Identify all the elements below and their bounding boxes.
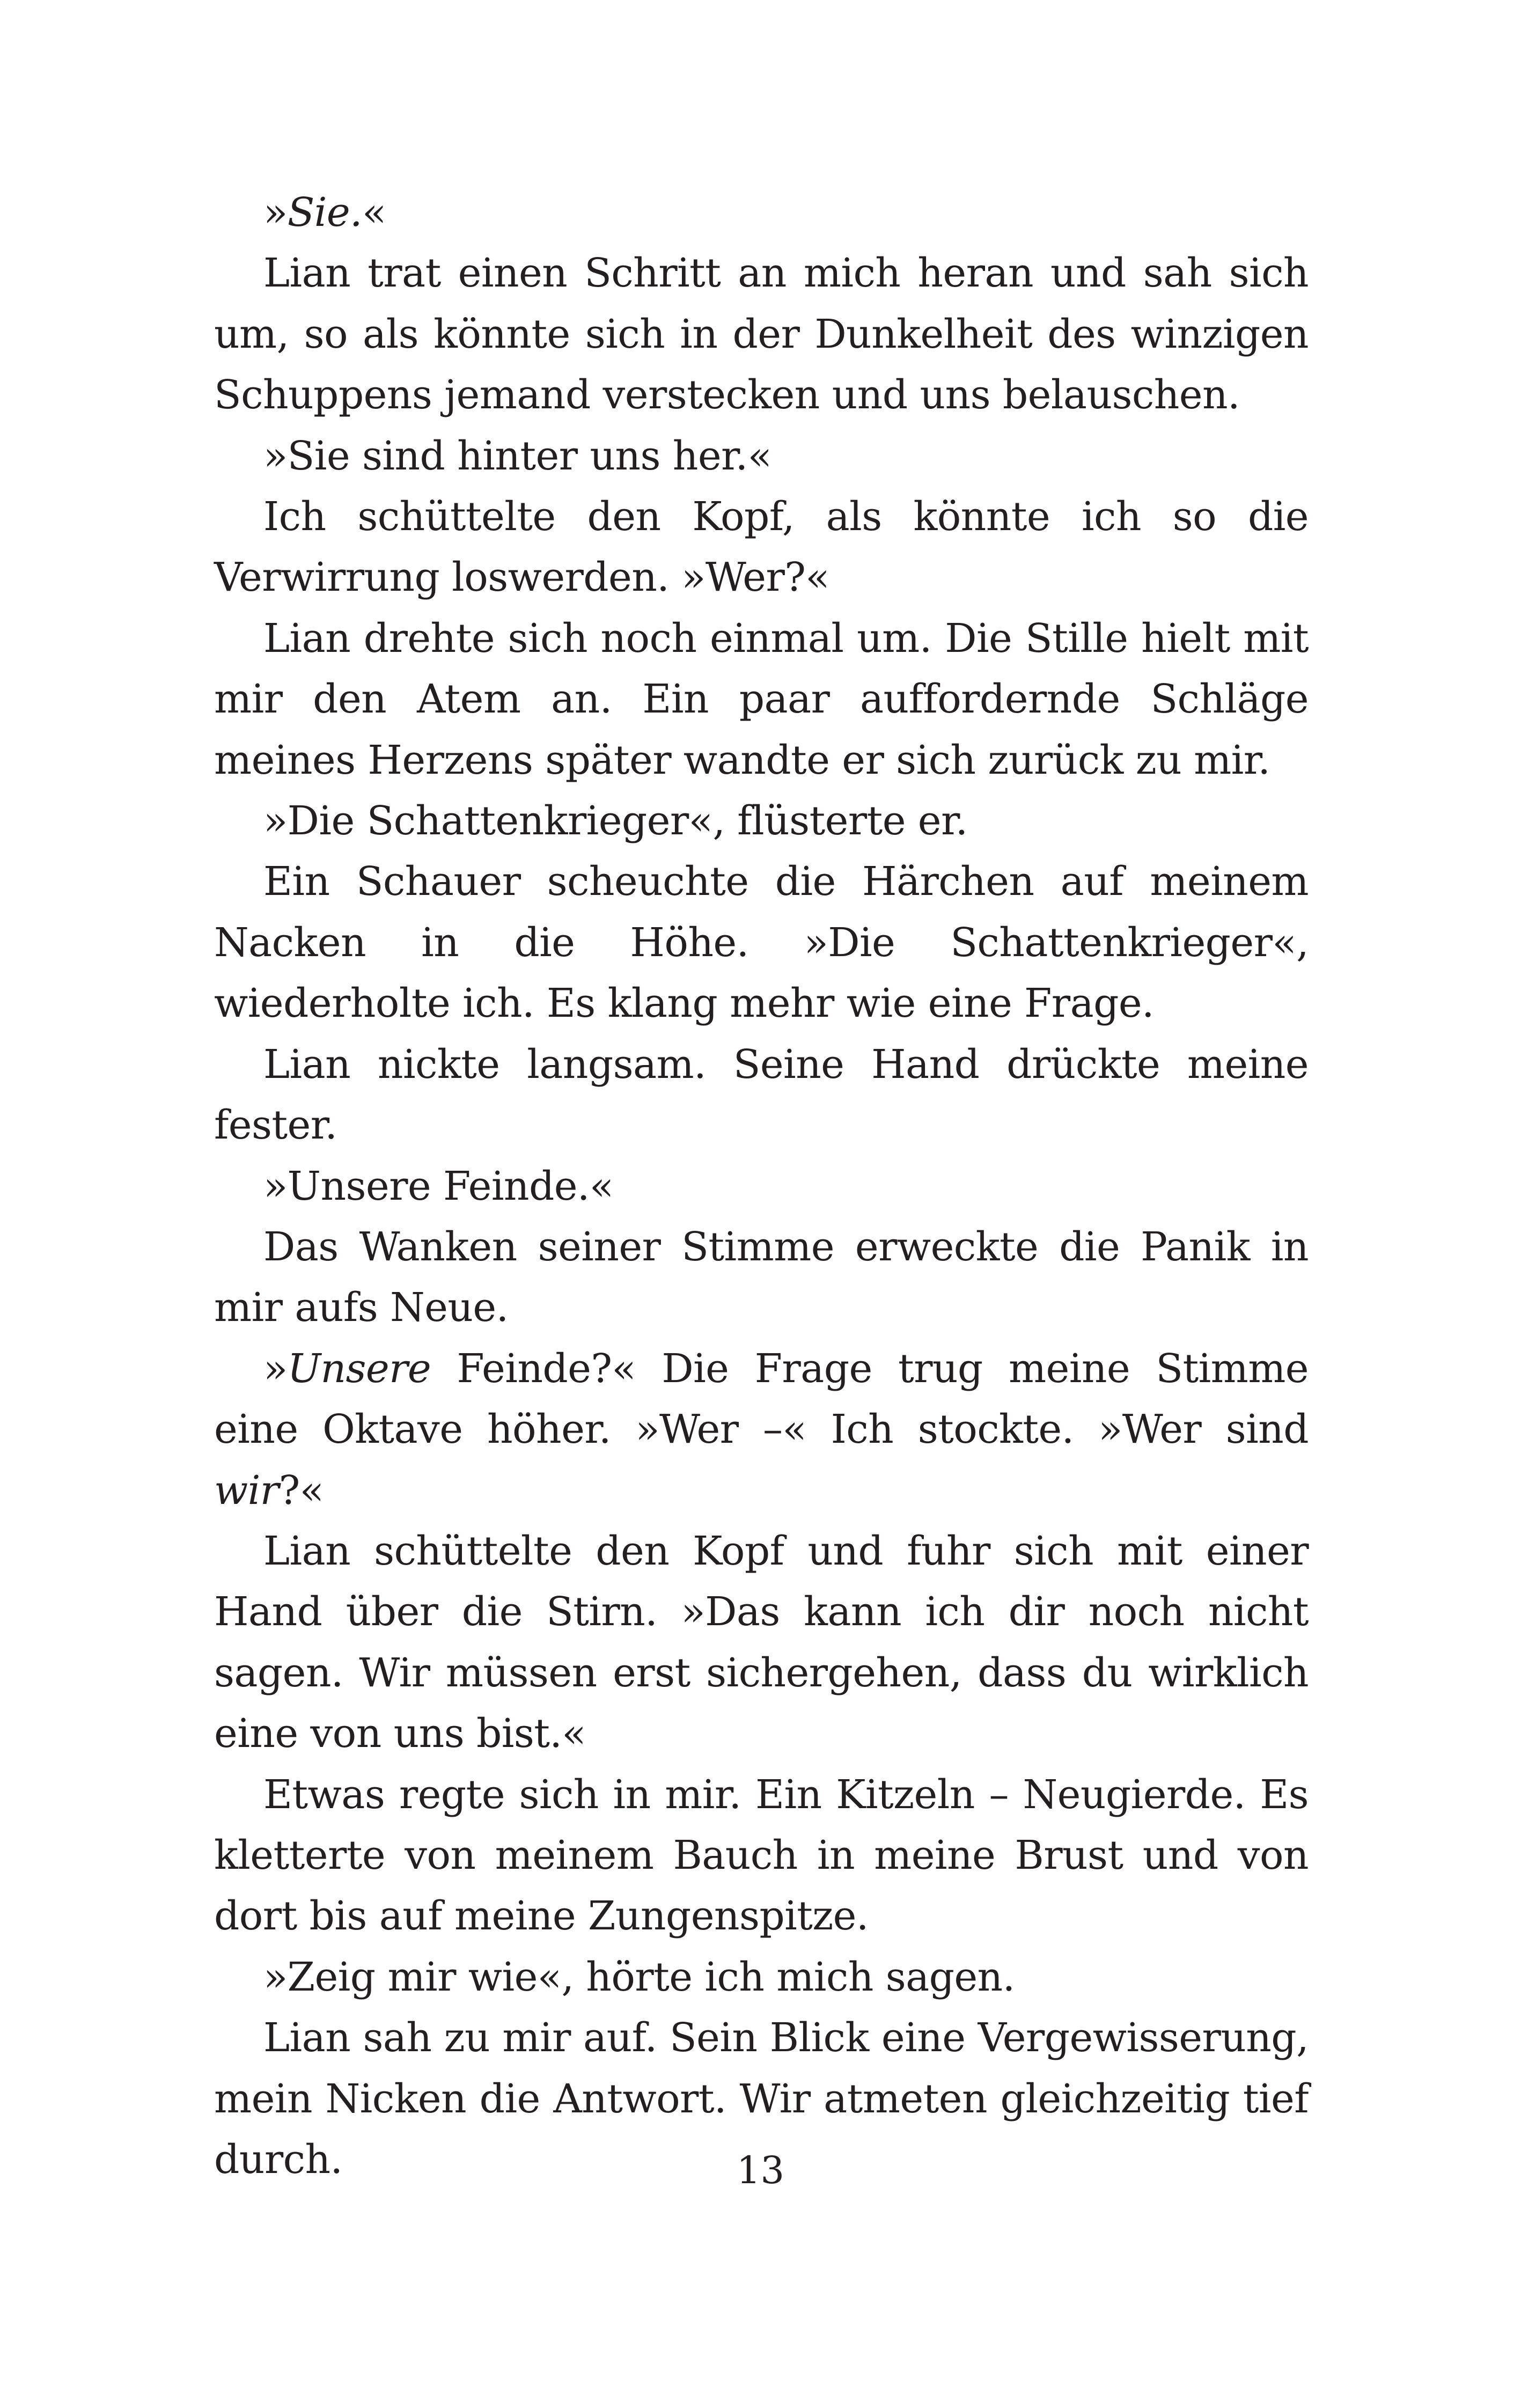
text-run: »	[263, 1345, 288, 1392]
page-number: 13	[736, 2148, 785, 2192]
text-run: «	[362, 189, 386, 236]
text-run: Lian schüttelte den Kopf und fuhr sich mit einer Hand über die Stirn. »Das kann ich dir noch nicht sagen. Wir müssen erst sichergehen, dass du wirklich eine von uns bist.«	[214, 1528, 1309, 1757]
text-run: »Sie sind hinter uns her.«	[263, 432, 772, 479]
text-run: Feinde?« Die Frage trug meine Stimme eine Oktave höher. »Wer –« Ich stockte. »Wer sind	[214, 1345, 1309, 1453]
text-run: »	[263, 189, 288, 236]
paragraph	[214, 1765, 1309, 1947]
paragraph	[214, 182, 1309, 243]
paragraph	[214, 1339, 1309, 1521]
text-run: Lian drehte sich noch einmal um. Die Stille hielt mit mir den Atem an. Ein paar auffordernde Schläge meines Herzens später wandte er sich zurück zu mir.	[214, 615, 1309, 783]
paragraph	[214, 487, 1309, 608]
text-run: »Die Schattenkrieger«, flüsterte er.	[263, 798, 968, 845]
text-run: Lian nickte langsam. Seine Hand drückte meine fester.	[214, 1041, 1309, 1149]
italic-text: wir	[214, 1467, 279, 1514]
text-run: Etwas regte sich in mir. Ein Kitzeln – Neugierde. Es kletterte von meinem Bauch in meine Brust und von dort bis auf meine Zungenspitze.	[214, 1771, 1309, 1940]
italic-text: Unsere	[287, 1345, 431, 1392]
text-run: Ein Schauer scheuchte die Härchen auf meinem Nacken in die Höhe. »Die Schattenkrieger«, wiederholte ich. Es klang mehr wie eine Frage.	[214, 858, 1309, 1027]
text-run: Das Wanken seiner Stimme erweckte die Panik in mir aufs Neue.	[214, 1223, 1309, 1331]
text-run: Ich schüttelte den Kopf, als könnte ich so die Verwirrung loswerden. »Wer?«	[214, 494, 1309, 601]
text-run: »Zeig mir wie«, hörte ich mich sagen.	[263, 1954, 1015, 2000]
body-text	[214, 182, 1309, 2190]
text-run: Lian sah zu mir auf. Sein Blick eine Vergewisserung, mein Nicken die Antwort. Wir atmeten gleichzeitig tief durch.	[214, 2015, 1309, 2183]
paragraph	[214, 243, 1309, 425]
text-run: »Unsere Feinde.«	[263, 1163, 614, 1209]
text-run: ?«	[278, 1467, 324, 1514]
text-run: Lian trat einen Schritt an mich heran und sah sich um, so als könnte sich in der Dunkelheit des winzigen Schuppens jemand verstecken und uns belauschen.	[214, 250, 1309, 419]
paragraph	[214, 1947, 1309, 2008]
paragraph	[214, 851, 1309, 1034]
paragraph	[214, 1156, 1309, 1217]
italic-text: Sie.	[287, 189, 362, 236]
paragraph	[214, 1521, 1309, 1765]
paragraph	[214, 426, 1309, 487]
paragraph	[214, 1034, 1309, 1156]
paragraph	[214, 608, 1309, 791]
paragraph	[214, 1217, 1309, 1339]
paragraph	[214, 791, 1309, 851]
